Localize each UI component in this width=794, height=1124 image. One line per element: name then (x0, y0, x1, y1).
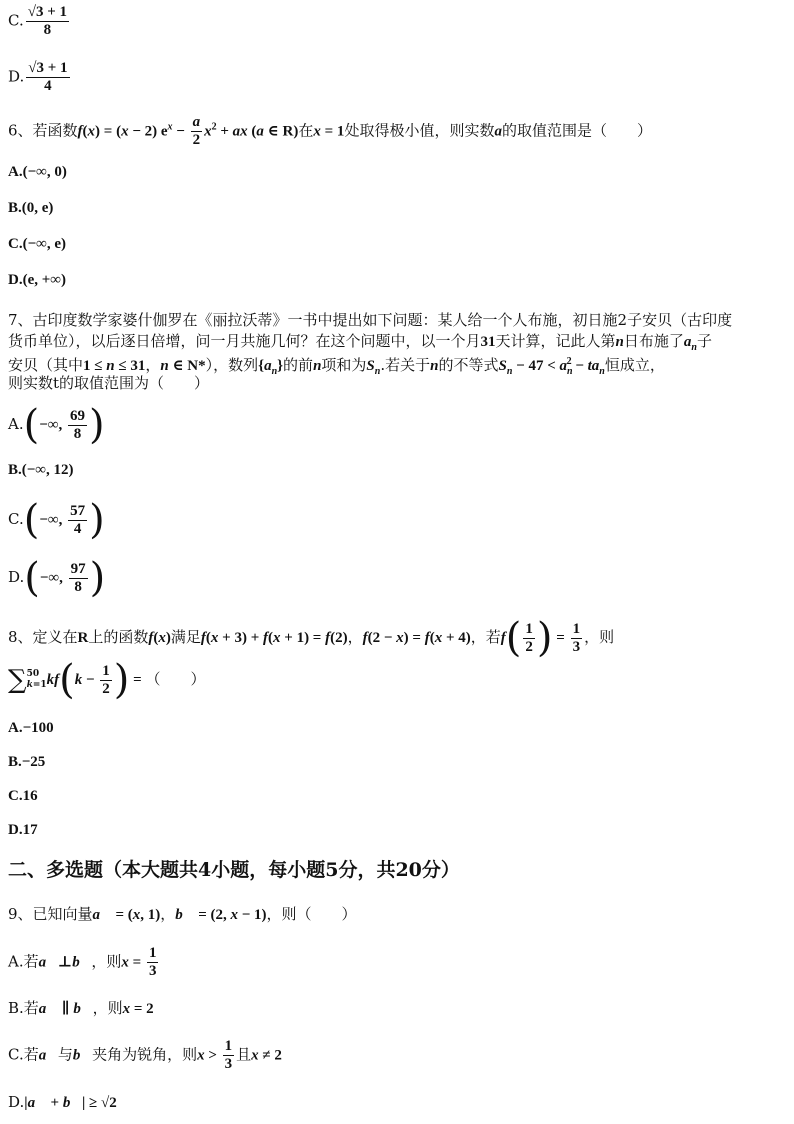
q6-option-d: D.(e, +∞) (8, 272, 66, 288)
q7-option-d: D.(−∞, $\frac{97}{8}$ ) (8, 555, 106, 601)
q7-line-4: 则实数t的取值范围为（ ） (8, 374, 210, 392)
q5-option-c: C. $\frac{√3 + 1}{8}$ (8, 4, 67, 38)
question-8-line-1: 8、定义在R上的函数f(x)满足f(x + 3) + f(x + 1) = f(2)，f(2 − x) = f(x + 4)，若f( $\frac{1}{2}$ ) = $\frac{1}{3}$ ，则 (8, 615, 615, 661)
q5-option-d: D. $\frac{√3 + 1}{4}$ (8, 60, 68, 94)
q7-option-b: B.(−∞, 12) (8, 462, 74, 478)
section-title: 二、多选题（本大题共4小题，每小题5分，共20分） (8, 859, 460, 881)
q9-option-d: D.|a⃗ + b⃗| ≥ √2 (8, 1093, 117, 1111)
q7-option-c: C.(−∞, $\frac{57}{4}$ ) (8, 497, 105, 543)
fraction: $\frac{√3 + 1}{4}$ (28, 60, 68, 94)
question-6: 6、若函数f(x) = (x − 2) $e^x$ − $\frac{a}{2}$ $x^2$ + ax (a ∈ R)在x = 1处取得极小值，则实数a的取值范围是（ ） (8, 114, 652, 148)
q7-line-2: 货币单位），以后逐日倍增，问一月共施几何？在这个问题中，以一个月31天计算，记此人第n日布施了$a_n$子 (8, 332, 712, 353)
q6-option-a: A.(−∞, 0) (8, 164, 67, 180)
q6-option-b: B.(0, e) (8, 200, 54, 216)
q8-option-b: B.−25 (8, 754, 46, 770)
fraction: $\frac{√3 + 1}{8}$ (27, 4, 67, 38)
question-8-line-2: ∑ 50 k=1 kf(k − $\frac{1}{2}$ ) = （ ） (8, 657, 206, 703)
q6-option-c: C.(−∞, e) (8, 236, 66, 252)
q9-option-a: A.若a⃗⊥b⃗，则x = $\frac{1}{3}$ (8, 945, 157, 979)
q8-option-d: D.17 (8, 822, 38, 838)
q9-option-b: B.若a⃗ ∥ b⃗，则x = 2 (8, 999, 154, 1017)
q7-line-1: 7、古印度数学家婆什伽罗在《丽拉沃蒂》一书中提出如下问题：某人给一个人布施，初日施2子安贝（古印度 (8, 311, 733, 329)
q8-option-a: A.−100 (8, 720, 54, 736)
q7-line-3: 安贝（其中1 ≤ n ≤ 31，n ∈ N*），数列$\{a_n\}$的前n项和为$S_n$.若关于n的不等式$S_n - 47 < a_n^2 - ta_n$恒成立， (8, 356, 665, 377)
q7-option-a: A.(−∞, $\frac{69}{8}$ ) (8, 402, 105, 448)
question-9: 9、已知向量a⃗ = (x, 1)，b⃗ = (2, x − 1)，则（ ） (8, 905, 357, 923)
q8-option-c: C.16 (8, 788, 38, 804)
q9-option-c: C.若a⃗与b⃗夹角为锐角，则x > $\frac{1}{3}$ 且x ≠ 2 (8, 1038, 282, 1072)
